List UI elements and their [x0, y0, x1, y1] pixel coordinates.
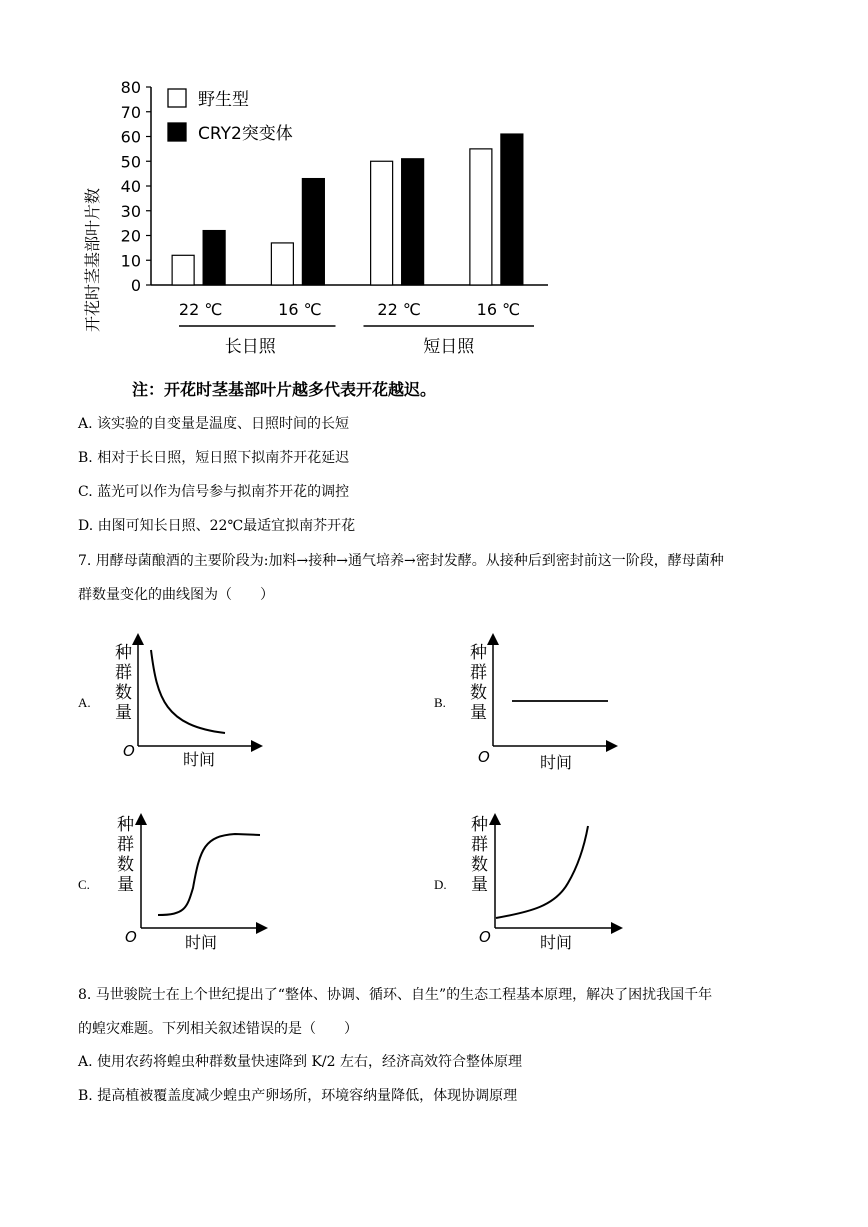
graph-b-ylabel-3: 数 — [470, 683, 487, 703]
graph-c-ylabel-1: 种 — [117, 815, 134, 835]
graph-b-letter: B. — [434, 695, 446, 710]
x-tick-label: 22 ℃ — [377, 300, 421, 319]
graph-a-ylabel-3: 数 — [115, 683, 132, 703]
y-axis-label: 开花时茎基部叶片数 — [83, 187, 102, 333]
graph-c-curve — [158, 834, 260, 915]
y-tick-label: 20 — [120, 226, 141, 246]
bar-wildtype-3 — [470, 149, 492, 285]
graph-d-ylabel-1: 种 — [471, 815, 488, 835]
x-tick-label: 22 ℃ — [178, 300, 223, 319]
legend-label-1: CRY2突变体 — [198, 124, 293, 144]
chart-note: 注：开花时茎基部叶片越多代表开花越迟。 — [132, 380, 437, 399]
graph-a-ylabel-4: 量 — [115, 703, 132, 723]
bar-wildtype-1 — [271, 243, 293, 285]
q6-option-c: C. 蓝光可以作为信号参与拟南芥开花的调控 — [78, 484, 350, 500]
y-tick-label: 40 — [120, 177, 141, 196]
y-tick-label: 10 — [120, 251, 141, 271]
bar-wildtype-0 — [172, 255, 194, 285]
y-tick-label: 30 — [120, 201, 141, 221]
bar-cry2-1 — [302, 179, 324, 285]
q6-option-b: B. 相对于长日照，短日照下拟南芥开花延迟 — [78, 450, 350, 466]
legend-label-0: 野生型 — [198, 90, 249, 110]
graph-d-letter: D. — [434, 877, 447, 892]
graph-c-ylabel-3: 数 — [117, 855, 134, 875]
x-tick-label: 16 ℃ — [278, 300, 322, 319]
q8-option-b: B. 提高植被覆盖度减少蝗虫产卵场所，环境容纳量降低，体现协调原理 — [78, 1088, 518, 1104]
bar-cry2-3 — [501, 134, 523, 285]
graph-d-ylabel-2: 群 — [471, 835, 488, 855]
graph-a-origin: O — [123, 742, 135, 760]
legend-swatch-1 — [168, 123, 186, 141]
graph-a-ylabel-1: 种 — [115, 643, 132, 663]
graph-c-letter: C. — [78, 877, 90, 892]
graph-a-curve — [151, 650, 225, 733]
graph-c-origin: O — [125, 928, 137, 946]
graph-d-ylabel-4: 量 — [471, 875, 488, 895]
graph-b-xlabel: 时间 — [540, 753, 573, 772]
y-tick-label: 80 — [120, 78, 141, 97]
graph-c-xlabel: 时间 — [185, 933, 218, 952]
graph-b-origin: O — [478, 748, 490, 766]
graph-a-xlabel: 时间 — [183, 750, 216, 769]
graph-b-ylabel-4: 量 — [470, 703, 487, 723]
q7-stem-line2: 群数量变化的曲线图为（ ） — [78, 587, 274, 603]
bar-chart — [70, 75, 570, 365]
graph-c — [105, 808, 275, 958]
graph-b-ylabel-1: 种 — [470, 643, 487, 663]
bar-cry2-0 — [203, 231, 225, 285]
bar-wildtype-2 — [371, 161, 393, 285]
graph-b — [460, 628, 630, 778]
graph-d — [460, 808, 630, 958]
graph-d-xlabel: 时间 — [540, 933, 573, 952]
x-tick-label: 16 ℃ — [476, 300, 521, 319]
graph-b-ylabel-2: 群 — [470, 663, 487, 683]
q8-option-a: A. 使用农药将蝗虫种群数量快速降到 K/2 左右，经济高效符合整体原理 — [78, 1054, 522, 1070]
graph-d-origin: O — [479, 928, 491, 946]
q6-option-a: A. 该实验的自变量是温度、日照时间的长短 — [78, 416, 350, 432]
q8-stem-line2: 的蝗灾难题。下列相关叙述错误的是（ ） — [78, 1021, 358, 1037]
y-tick-label: 50 — [120, 152, 141, 172]
y-tick-label: 60 — [120, 127, 141, 147]
q8-stem-line1: 8. 马世骏院士在上个世纪提出了“整体、协调、循环、自生”的生态工程基本原理，解决了困扰我国千年 — [78, 987, 713, 1003]
graph-d-curve — [496, 826, 588, 918]
graph-c-ylabel-4: 量 — [117, 875, 134, 895]
group-label: 长日照 — [224, 337, 276, 357]
graph-a — [105, 628, 275, 778]
bar-cry2-2 — [402, 159, 424, 285]
graph-c-ylabel-2: 群 — [117, 835, 134, 855]
graph-d-ylabel-3: 数 — [471, 855, 488, 875]
legend-swatch-0 — [168, 89, 186, 107]
graph-a-ylabel-2: 群 — [115, 663, 132, 683]
graph-a-letter: A. — [78, 695, 91, 710]
group-label: 短日照 — [423, 337, 475, 357]
y-tick-label: 70 — [120, 102, 141, 122]
q7-stem-line1: 7. 用酵母菌酿酒的主要阶段为:加料→接种→通气培养→密封发酵。从接种后到密封前这一阶段，酵母菌种 — [78, 553, 724, 569]
q6-option-d: D. 由图可知长日照、22℃最适宜拟南芥开花 — [78, 518, 356, 534]
y-tick-label: 0 — [130, 276, 141, 295]
